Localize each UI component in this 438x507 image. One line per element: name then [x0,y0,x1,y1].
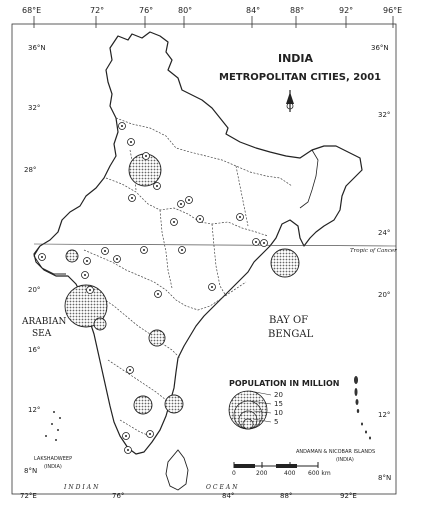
city-circle-bangalore [134,396,152,414]
tropic-of-cancer-line [34,244,396,246]
india-outline [34,32,362,454]
lat-left-12: 12° [28,406,41,414]
sri-lanka-outline [166,450,188,490]
lon-bottom-92: 92°E [340,492,357,500]
lat-right-8: 8°N [378,474,392,482]
sea-label-arabian-1: ARABIAN [22,317,67,327]
lon-top-84: 84° [246,6,261,15]
lon-top-80: 80° [178,6,193,15]
lakshadweep-label-1: LAKSHADWEEP [34,456,73,462]
scale-label-0: 0 [232,470,236,477]
city-circle-chennai [165,395,183,413]
north-arrow-icon [286,90,294,112]
lon-bottom-88: 88° [280,492,293,500]
lat-left-28: 28° [24,166,37,174]
lat-left-36: 36°N [28,44,46,52]
scale-bar [232,462,331,477]
scale-label-200: 200 [256,470,268,477]
lat-right-24: 24° [378,229,391,237]
lon-bottom-72: 72°E [20,492,37,500]
map-subtitle: METROPOLITAN CITIES, 2001 [219,72,382,83]
scale-label-600: 600 km [308,470,331,477]
population-legend [229,379,339,429]
legend-value-15: 15 [274,400,283,408]
gujarat-coast [34,246,66,274]
city-circle-ahmedabad [66,250,78,262]
scale-label-400: 400 [284,470,296,477]
lat-right-32: 32° [378,111,391,119]
city-circle-pune [94,318,106,330]
lon-bottom-76: 76° [112,492,125,500]
lon-top-76: 76° [139,6,154,15]
lat-right-20: 20° [378,291,391,299]
longitude-top-axis [34,16,393,28]
tropic-of-cancer-label: Tropic of Cancer [350,248,397,254]
lat-right-36: 36°N [371,44,389,52]
legend-value-10: 10 [274,409,283,417]
lon-top-72: 72° [90,6,105,15]
map-title: INDIA [278,52,314,65]
lat-right-12: 12° [378,411,391,419]
sea-label-bengal-1: BAY OF [269,315,309,326]
lon-bottom-84: 84° [222,492,235,500]
lat-left-32: 32° [28,104,41,112]
lakshadweep-islands [45,411,61,441]
legend-title: POPULATION IN MILLION [229,379,340,388]
lat-left-16: 16° [28,346,41,354]
legend-value-20: 20 [274,391,283,399]
ocean-label-left: INDIAN [64,484,101,491]
lon-top-68: 68°E [22,6,42,15]
lakshadweep-label-2: (INDIA) [44,464,62,470]
northeast-outline [300,150,318,208]
andaman-label-1: ANDAMAN & NICOBAR ISLANDS [296,449,376,455]
ocean-label-right: OCEAN [206,484,240,491]
lat-left-20: 20° [28,286,41,294]
andaman-nicobar-islands [354,376,371,440]
lon-top-92: 92° [339,6,354,15]
lat-left-8: 8°N [24,467,38,475]
legend-value-5: 5 [274,418,279,426]
lon-top-88: 88° [290,6,305,15]
sea-label-bengal-2: BENGAL [268,329,314,340]
lon-top-96: 96°E [383,6,403,15]
sea-label-arabian-2: SEA [32,329,52,339]
city-circle-hyderabad [149,330,165,346]
andaman-label-2: (INDIA) [336,457,354,463]
state-boundaries [84,118,292,436]
city-circle-kolkata [271,249,299,277]
